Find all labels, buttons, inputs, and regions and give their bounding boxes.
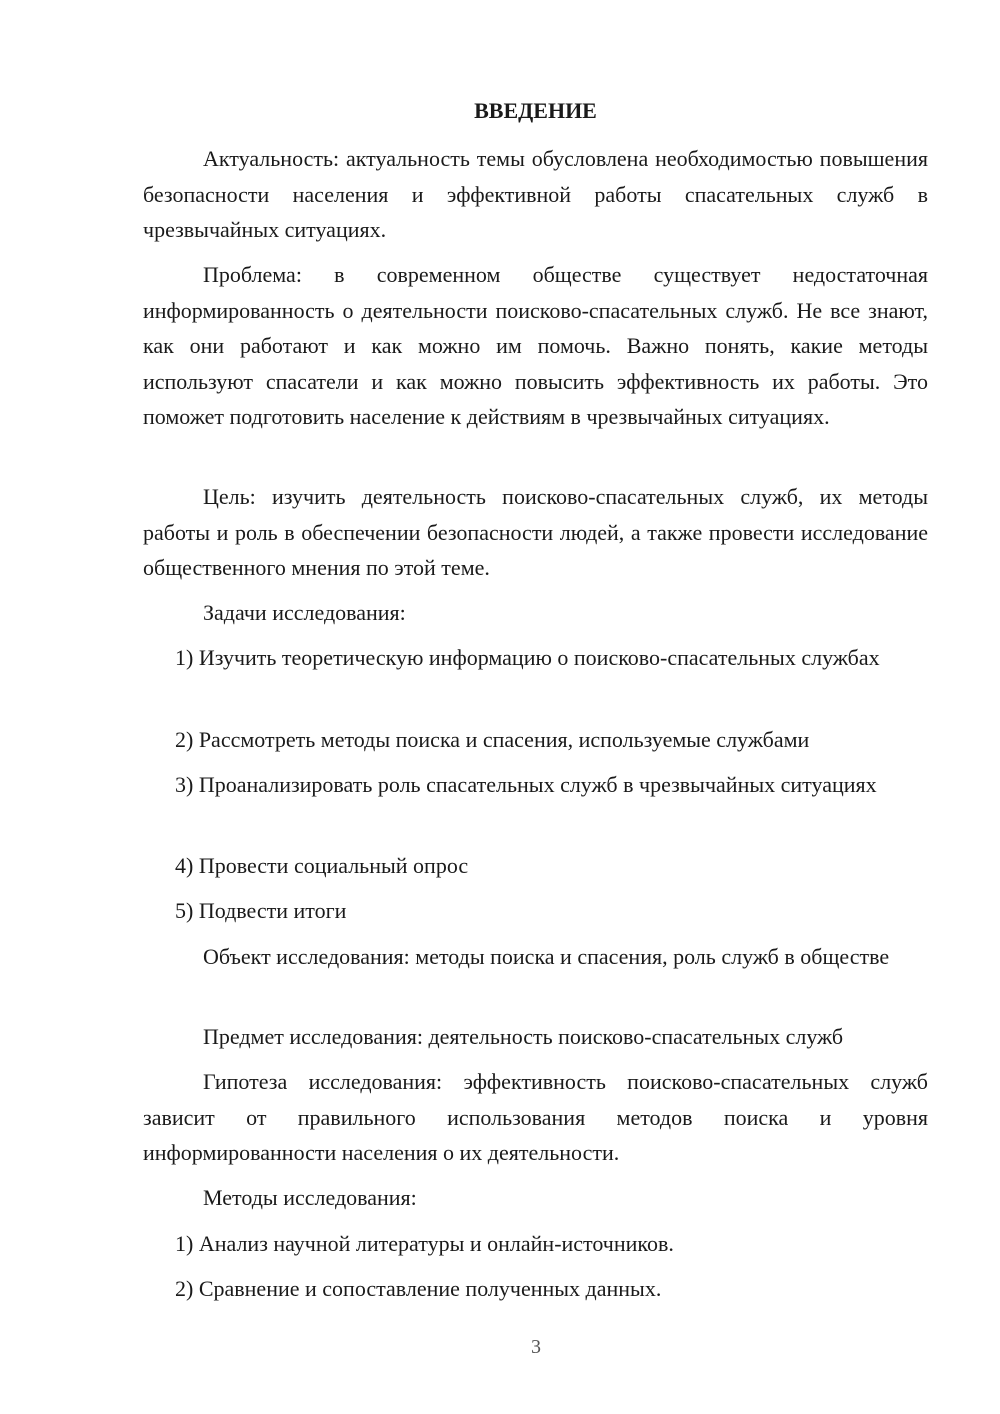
tasks-title: Задачи исследования: [203, 600, 406, 625]
relevance-paragraph: Актуальность: актуальность темы обусловлена необходимостью повышения безопасности населения и эффективной работы спасательных служб в чрезвычайных ситуациях. [143, 146, 928, 242]
hypothesis-paragraph: Гипотеза исследования: эффективность поисково-спасательных служб зависит от правильного использования методов поиска и уровня информированности населения о их деятельности. [143, 1069, 928, 1165]
method-item: 1) Анализ научной литературы и онлайн-источников. [175, 1231, 674, 1256]
subject-paragraph: Предмет исследования: деятельность поисково-спасательных служб [203, 1024, 844, 1049]
task-item: 1) Изучить теоретическую информацию о поисково-спасательных службах [175, 645, 880, 670]
section-heading: ВВЕДЕНИЕ [474, 98, 597, 123]
goal-paragraph: Цель: изучить деятельность поисково-спасательных служб, их методы работы и роль в обеспечении безопасности людей, а также провести исследование общественного мнения по этой теме. [143, 484, 928, 580]
page-number: 3 [531, 1336, 541, 1358]
object-paragraph: Объект исследования: методы поиска и спасения, роль служб в обществе [203, 944, 890, 969]
task-item: 2) Рассмотреть методы поиска и спасения, используемые службами [175, 727, 810, 752]
method-item: 2) Сравнение и сопоставление полученных данных. [175, 1276, 662, 1301]
methods-title: Методы исследования: [203, 1185, 417, 1210]
task-item: 5) Подвести итоги [175, 898, 347, 923]
task-item: 3) Проанализировать роль спасательных служб в чрезвычайных ситуациях [175, 772, 877, 797]
problem-paragraph: Проблема: в современном обществе существует недостаточная информированность о деятельности поисково-спасательных служб. Не все знают, как они работают и как можно им помочь. Важно понять, какие методы используют спасатели и как можно повысить эффективность их работы. Это поможет подготовить население к действиям в чрезвычайных ситуациях. [143, 262, 928, 429]
task-item: 4) Провести социальный опрос [175, 853, 469, 878]
